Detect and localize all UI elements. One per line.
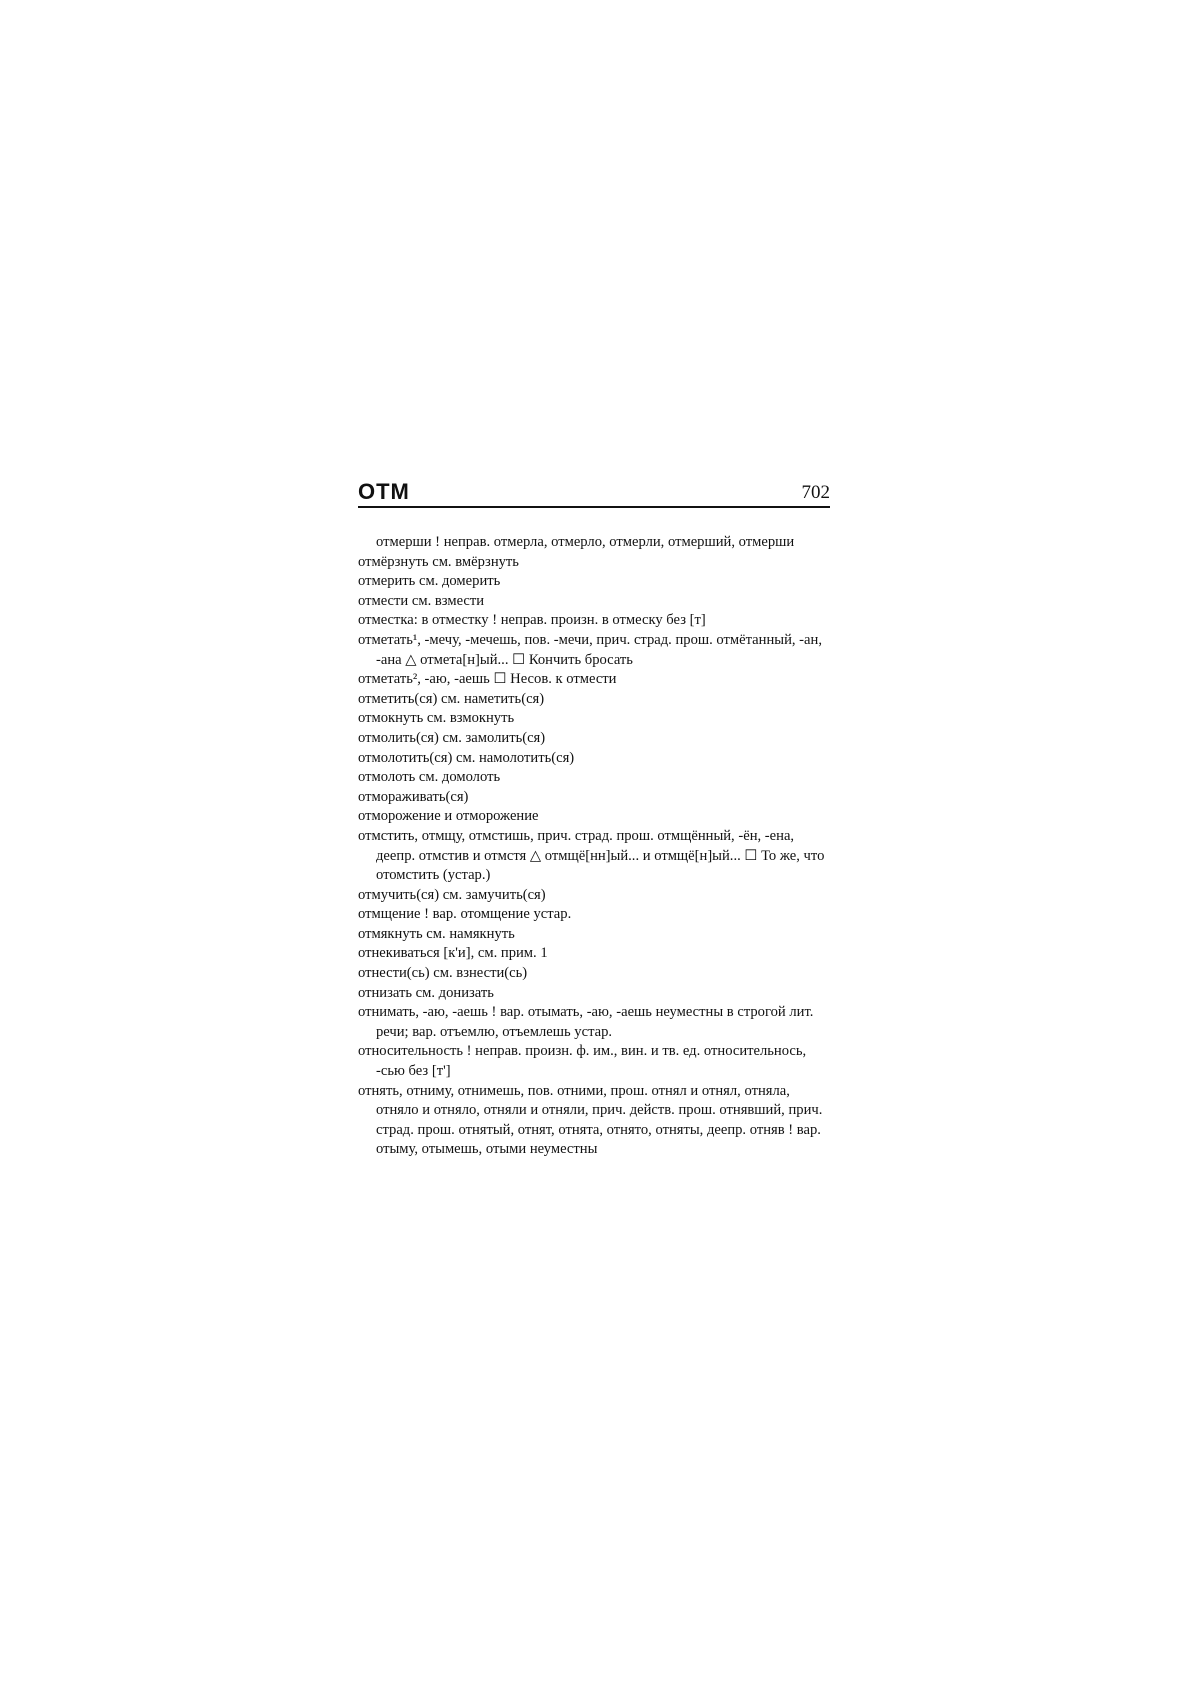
page-header [358, 479, 830, 507]
entry: отнимать, -аю, -аешь ! вар. отымать, -аю, -аешь неуместны в строгой лит. речи; вар. отъемлю, отъемлешь устар. [358, 1004, 814, 1040]
entry: отметать¹, -мечу, -мечешь, пов. -мечи, прич. страд. прош. отмётанный, -ан, -ана △ отмета[н]ый... ☐ Кончить бросать [358, 631, 822, 668]
entry: отмокнуть см. взмокнуть [358, 710, 515, 727]
entry: отмщение ! вар. отомщение устар. [358, 906, 572, 923]
entry: отморожение и отморожение [358, 808, 539, 825]
running-head: ОТМ [358, 479, 410, 504]
entry-continuation: отмерши ! неправ. отмерла, отмерло, отмерли, отмерший, отмерши [376, 534, 795, 550]
entry: отнизать см. донизать [358, 984, 494, 1001]
entry: отнекиваться [к'и], см. прим. 1 [358, 945, 548, 962]
entry: отнести(сь) см. взнести(сь) [358, 965, 528, 982]
page-number: 702 [801, 482, 830, 503]
entry: отнять, отниму, отнимешь, пов. отними, прош. отнял и отнял, отняла, отняло и отняло, отняли и отняли, прич. действ. прош. отнявший, прич. страд. прош. отнятый, отнят, отнята, отнято, отняты, деепр. отняв ! вар. отыму, отымешь, отыми неуместны [358, 1082, 823, 1158]
entry: отмолоть см. домолоть [358, 769, 501, 786]
entry: отметать², -аю, -аешь ☐ Несов. к отмести [358, 671, 617, 688]
entry: отмстить, отмщу, отмстишь, прич. страд. прош. отмщённый, -ён, -ена, деепр. отмстив и отмстя △ отмщё[нн]ый... и отмщё[н]ый... ☐ То же, что отомстить (устар.) [358, 827, 825, 884]
entry: отместка: в отместку ! неправ. произн. в отмеску без [т] [358, 612, 706, 629]
header-rule [358, 506, 830, 508]
entry: отмолотить(ся) см. намолотить(ся) [358, 749, 575, 766]
dictionary-entries [358, 533, 830, 1160]
entry: отмучить(ся) см. замучить(ся) [358, 886, 546, 903]
entry: отмораживать(ся) [358, 788, 469, 805]
entry: отметить(ся) см. наметить(ся) [358, 690, 545, 707]
entry: отмякнуть см. намякнуть [358, 925, 515, 942]
entry: отмерить см. домерить [358, 573, 501, 590]
entry: относительность ! неправ. произн. ф. им., вин. и тв. ед. относительнось, -сью без [т'] [358, 1043, 807, 1080]
entry: отмёрзнуть см. вмёрзнуть [358, 553, 519, 570]
entry: отмести см. взмести [358, 592, 485, 609]
entry: отмолить(ся) см. замолить(ся) [358, 729, 546, 746]
